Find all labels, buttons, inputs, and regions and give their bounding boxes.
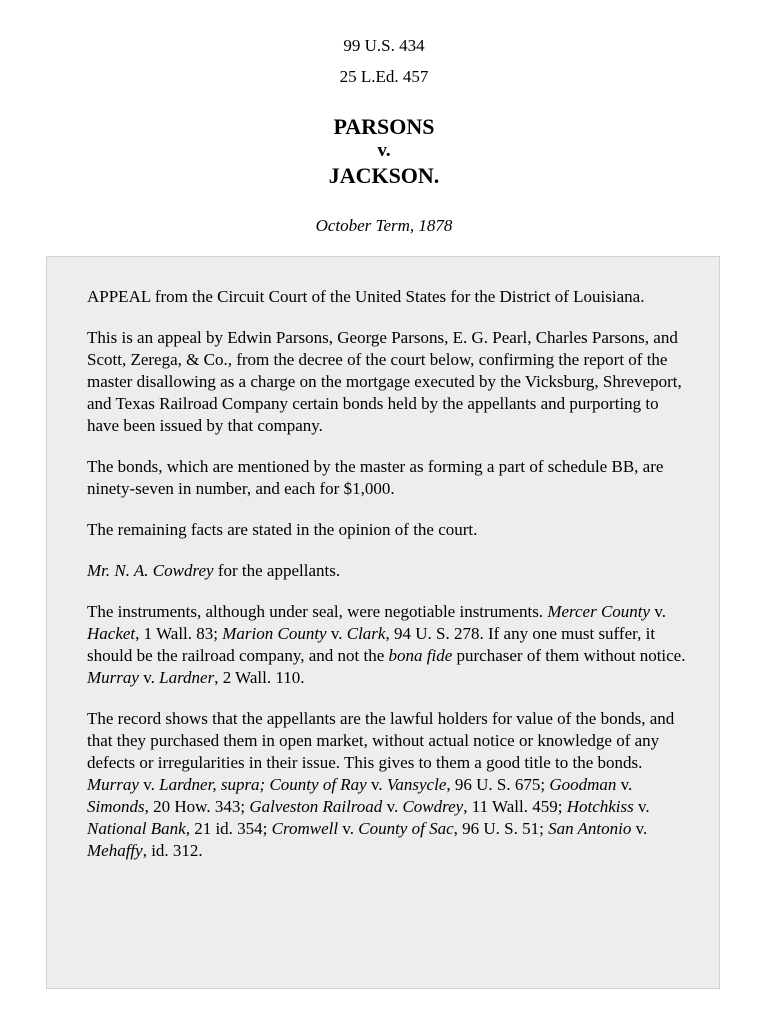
text-segment: , 21 id. 354; xyxy=(185,819,272,838)
versus-text: v. xyxy=(326,624,347,643)
versus-text: v. xyxy=(616,775,633,794)
text-segment: , 20 How. 343; xyxy=(144,797,250,816)
text-segment: , 11 Wall. 459; xyxy=(463,797,567,816)
court-term: October Term, 1878 xyxy=(315,216,453,235)
text-segment: , 96 U. S. 51; xyxy=(453,819,549,838)
case-name: Mehaffy xyxy=(87,841,143,860)
versus-text: v. xyxy=(631,819,648,838)
syllabus-content xyxy=(87,286,687,881)
paragraph-facts: The remaining facts are stated in the opinion of the court. xyxy=(87,520,478,539)
citation-us-text: 99 U.S. 434 xyxy=(343,36,425,55)
paragraph-appeal: APPEAL from the Circuit Court of the United States for the District of Louisiana. xyxy=(87,287,645,306)
text-segment: , 2 Wall. 110. xyxy=(214,668,305,687)
case-name: Galveston Railroad xyxy=(249,797,383,816)
text-segment: , 94 U. S. 278. If any one must suffer, it should be the railroad company, and not the xyxy=(87,624,656,665)
paragraph-argument-title xyxy=(87,708,687,862)
case-name: National Bank xyxy=(87,819,186,838)
case-name: Murray xyxy=(87,775,139,794)
case-title xyxy=(0,113,768,189)
case-name: Vansycle xyxy=(386,775,447,794)
party-appellee: JACKSON. xyxy=(328,163,440,188)
case-name: Cromwell xyxy=(271,819,339,838)
versus-text: v. xyxy=(382,797,403,816)
versus-text: v. xyxy=(366,775,387,794)
case-name: Murray xyxy=(87,668,139,687)
text-segment: The instruments, although under seal, were negotiable instruments. xyxy=(87,602,548,621)
case-name: County of Sac xyxy=(358,819,454,838)
versus-label: v. xyxy=(377,140,391,161)
case-name: Hotchkiss xyxy=(566,797,634,816)
case-name: Cowdrey xyxy=(402,797,464,816)
case-name: Goodman xyxy=(549,775,617,794)
case-name: San Antonio xyxy=(548,819,632,838)
text-segment: , 1 Wall. 83; xyxy=(135,624,223,643)
paragraph-appellants: This is an appeal by Edwin Parsons, George Parsons, E. G. Pearl, Charles Parsons, and Scott, Zerega, & Co., from the decree of the court below, confirming the report of the master disallowing as a charge on the mortgage executed by the Vicksburg, Shreveport, and Texas Railroad Company certain bonds held by the appellants and purporting to have been issued by that company. xyxy=(87,328,682,435)
text-segment: , 96 U. S. 675; xyxy=(446,775,550,794)
versus-text: v. xyxy=(633,797,650,816)
case-name: Marion County xyxy=(222,624,327,643)
case-name: Lardner, supra; County of Ray xyxy=(159,775,367,794)
case-name: Clark xyxy=(346,624,386,643)
versus-text: v. xyxy=(338,819,359,838)
case-name: Lardner xyxy=(159,668,215,687)
party-appellant: PARSONS xyxy=(333,114,435,139)
paragraph-argument-negotiable xyxy=(87,601,687,689)
counsel-role: for the appellants. xyxy=(213,561,341,580)
versus-text: v. xyxy=(138,775,160,794)
citation-led xyxy=(0,67,768,87)
case-name: Hacket xyxy=(87,624,136,643)
versus-text: v. xyxy=(138,668,160,687)
case-name: Simonds xyxy=(87,797,145,816)
citation-us-reports xyxy=(0,36,768,56)
counsel-name: Mr. N. A. Cowdrey xyxy=(87,561,214,580)
case-name: Mercer County xyxy=(547,602,651,621)
versus-text: v. xyxy=(650,602,666,621)
latin-term: bona fide xyxy=(388,646,453,665)
text-segment: The record shows that the appellants are the lawful holders for value of the bonds, and that they purchased them in open market, without actual notice or knowledge of any defects or irregularities in their issue. This gives to them a good title to the bonds. xyxy=(87,709,675,772)
paragraph-bonds: The bonds, which are mentioned by the master as forming a part of schedule BB, are ninety-seven in number, and each for $1,000. xyxy=(87,457,664,498)
text-segment: , id. 312. xyxy=(142,841,203,860)
text-segment: purchaser of them without notice. xyxy=(452,646,686,665)
paragraph-counsel xyxy=(87,560,687,582)
citation-led-text: 25 L.Ed. 457 xyxy=(339,67,429,86)
